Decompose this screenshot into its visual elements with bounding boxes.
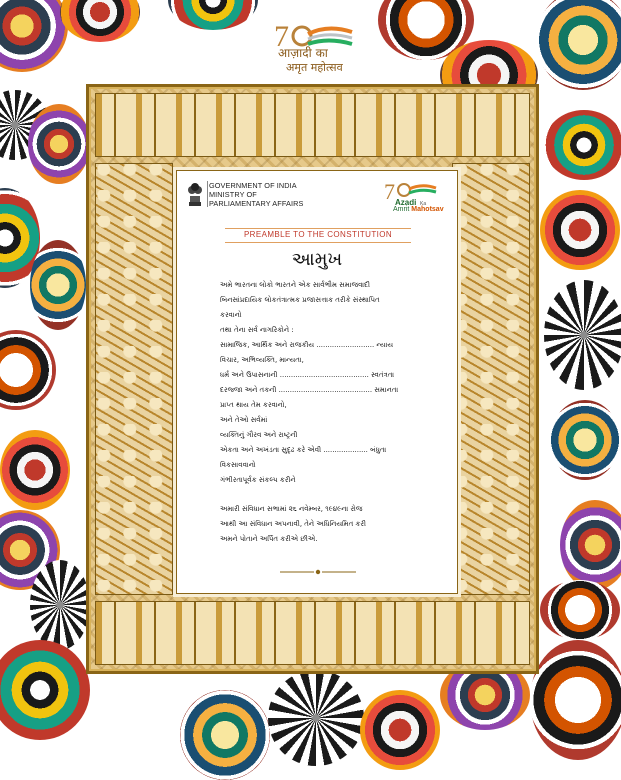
azadi-hindi-line1: आज़ादी का xyxy=(278,46,328,60)
mandala-art xyxy=(30,240,86,330)
preamble-line: તથા તેના સર્વ નાગરિકોને : xyxy=(220,326,294,334)
mandala-art xyxy=(0,430,70,510)
mandala-art xyxy=(540,190,620,270)
preamble-line: બિનસાંપ્રદાયિક લોકતંત્રાત્મક પ્રજાસત્તાક તરીકે સંસ્થાપિત xyxy=(220,296,380,304)
preamble-line: દરજ્જા અને તકની .......................................... સમાનતા xyxy=(220,386,399,394)
mandala-art xyxy=(30,560,90,650)
svg-text:7: 7 xyxy=(384,179,395,204)
gov-line-1: GOVERNMENT OF INDIA xyxy=(209,181,297,190)
preamble-line: એકતા અને અખંડતા સુદૃઢ કરે એવી .................... બંધુતા xyxy=(220,446,387,454)
preamble-line: ધર્મ અને ઉપાસનાની ........................................ સ્વતંત્રતા xyxy=(220,371,395,379)
svg-text:7: 7 xyxy=(274,20,289,53)
national-emblem-icon xyxy=(185,180,205,208)
preamble-line: કરવાનો xyxy=(220,311,242,319)
preamble-line: અમારી સંવિધાન સભામાં ૨૬ નવેમ્બર, ૧૯૪૯ના રોજ xyxy=(220,505,363,513)
mandala-art xyxy=(168,0,258,30)
ornamental-divider-icon xyxy=(278,569,358,575)
mandala-art xyxy=(0,330,56,410)
mandala-art xyxy=(360,690,440,770)
preamble-line: પ્રાપ્ત થાય તેમ કરવાનો, xyxy=(220,401,287,409)
frame-top-band xyxy=(95,93,530,157)
logo-ka: Ka xyxy=(420,201,427,207)
mandala-art xyxy=(560,500,621,590)
mandala-art xyxy=(550,400,620,480)
mandala-art xyxy=(180,690,270,780)
preamble-line: વિકસાવવાનો xyxy=(220,461,256,469)
mandala-art xyxy=(544,110,621,180)
mandala-art xyxy=(60,0,140,42)
preamble-line: અમે ભારતના લોકો ભારતને એક સાર્વભૌમ સમાજવાદી xyxy=(220,281,371,289)
logo-amrit-mahotsav xyxy=(393,206,444,213)
frame-bottom-band xyxy=(95,601,530,665)
logo-amrit: Amrit xyxy=(393,206,410,213)
azadi-hindi-line2: अमृत महोत्सव xyxy=(286,61,343,74)
logo-azadi: Azadi xyxy=(395,198,417,207)
gov-line-2: MINISTRY OF xyxy=(209,190,257,199)
preamble-line: સામાજિક, આર્થિક અને રાજકીય .......................... ન્યાય xyxy=(220,341,394,349)
mandala-art xyxy=(536,0,621,90)
gov-line-3: PARLIAMENTARY AFFAIRS xyxy=(209,199,304,208)
logo-mahotsav: Mahotsav xyxy=(411,206,444,213)
preamble-line: અમને પોતાને અર્પિત કરીએ છીએ. xyxy=(220,535,318,543)
preamble-line: અને તેઓ સર્વમાં xyxy=(220,416,268,424)
mandala-art xyxy=(540,580,620,640)
mandala-art xyxy=(268,670,364,766)
preamble-line: વિચાર, અભિવ્યક્તિ, માન્યતા, xyxy=(220,356,304,364)
preamble-line: ગંભીરતાપૂર્વક સંકલ્પ કરીને xyxy=(220,476,296,484)
mandala-art xyxy=(530,640,621,760)
frame-right-column xyxy=(452,163,530,595)
mandala-art xyxy=(0,0,68,72)
preamble-line: વ્યક્તિનું ગૌરવ અને રાષ્ટ્રની xyxy=(220,431,298,439)
frame-left-column xyxy=(95,163,173,595)
preamble-line: આથી આ સંવિધાન અપનાવી, તેને અધિનિયમિત કરી xyxy=(220,520,366,528)
mandala-art xyxy=(544,280,621,390)
header-separator xyxy=(207,181,208,207)
document-title: આમુખ xyxy=(291,249,343,270)
preamble-banner: PREAMBLE TO THE CONSTITUTION xyxy=(225,228,411,243)
mandala-art xyxy=(0,640,90,740)
preamble-page xyxy=(176,170,458,594)
mandala-art xyxy=(28,104,90,184)
